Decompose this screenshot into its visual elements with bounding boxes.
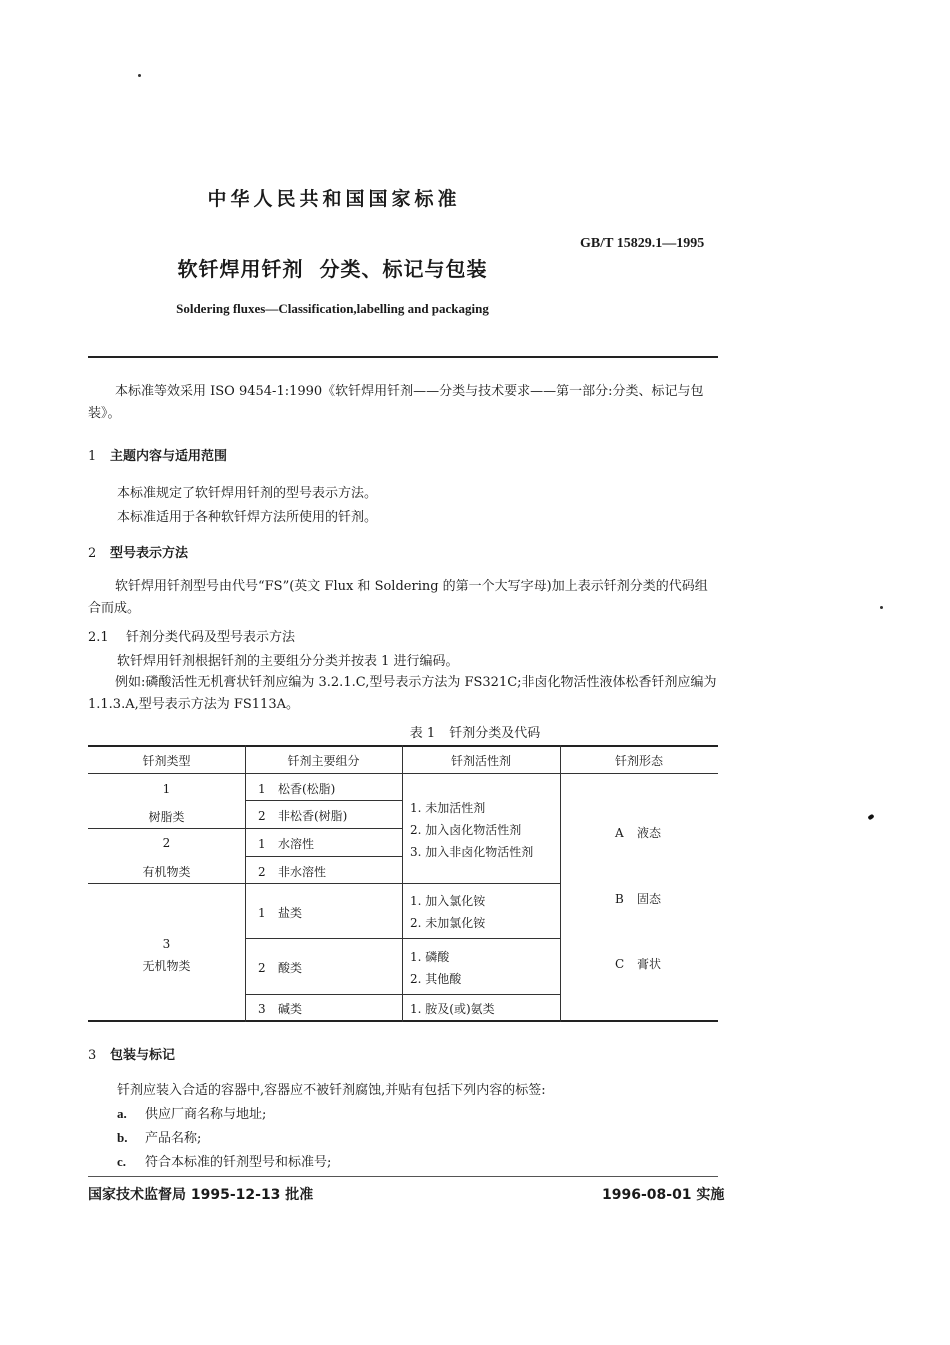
section-1-line-2: 本标准适用于各种软钎焊方法所使用的钎剂。 xyxy=(117,510,378,525)
activator-acid-1: 1. 磷酸 xyxy=(410,950,450,964)
component-text: 酸类 xyxy=(278,961,303,975)
example-paragraph: 例如:磷酸活性无机膏状钎剂应编为 3.2.1.C,型号表示方法为 FS321C;非卤化物活性液体松香钎剂应编为 1.1.3.A,型号表示方法为 FS113A。 xyxy=(88,675,717,712)
table-rule xyxy=(88,883,560,884)
list-item-key: b. xyxy=(117,1130,128,1145)
component-number: 2 xyxy=(258,809,266,823)
component-row xyxy=(258,780,335,797)
component-number: 1 xyxy=(258,837,266,851)
table-caption-title: 钎剂分类及代码 xyxy=(449,726,541,741)
list-item-text: 符合本标准的钎剂型号和标准号; xyxy=(145,1155,332,1170)
section-2-1-title: 钎剂分类代码及型号表示方法 xyxy=(126,630,296,645)
document-title-cn: 软钎焊用钎剂 分类、标记与包装 xyxy=(177,257,488,281)
list-item xyxy=(117,1103,266,1122)
national-standard-heading: 中华人民共和国国家标准 xyxy=(207,188,461,210)
component-row xyxy=(258,863,326,880)
form-paste xyxy=(615,955,661,972)
table-bottom-rule xyxy=(88,1020,718,1022)
table-col-rule xyxy=(245,745,246,1022)
form-name: 固态 xyxy=(637,892,662,906)
section-2-heading xyxy=(88,542,188,561)
table-caption xyxy=(0,722,950,741)
form-code: B xyxy=(615,892,624,906)
component-text: 非水溶性 xyxy=(278,865,327,879)
table-top-rule xyxy=(88,745,718,747)
section-2-1-heading xyxy=(88,626,295,645)
document-title-en: Soldering fluxes—Classification,labelling and packaging xyxy=(176,301,489,316)
header-rule xyxy=(88,356,718,358)
list-item-key: c. xyxy=(117,1154,127,1169)
component-row xyxy=(258,1000,302,1017)
section-2-1-line: 软钎焊用钎剂根据钎剂的主要组分分类并按表 1 进行编码。 xyxy=(117,654,459,669)
approval-note: 国家技术监督局 1995-12-13 批准 xyxy=(88,1187,314,1203)
section-1-heading xyxy=(88,445,227,464)
type-3-number: 3 xyxy=(162,937,171,951)
activator-org-2: 2. 加入卤化物活性剂 xyxy=(410,823,522,837)
table-header-rule xyxy=(88,773,718,774)
section-2-paragraph: 软钎焊用钎剂型号由代号“FS”(英文 Flux 和 Soldering 的第一个大写字母)加上表示钎剂分类的代码组合而成。 xyxy=(88,579,708,616)
form-liquid xyxy=(615,824,661,841)
table-header-component: 钎剂主要组分 xyxy=(287,754,360,768)
section-3-title: 包装与标记 xyxy=(110,1048,176,1063)
list-item-key: a. xyxy=(117,1106,127,1121)
implementation-date: 1996-08-01 实施 xyxy=(602,1187,725,1203)
component-text: 盐类 xyxy=(278,906,303,920)
table-rule xyxy=(245,856,402,857)
section-1-line-1: 本标准规定了软钎焊用钎剂的型号表示方法。 xyxy=(117,486,378,501)
section-3-paragraph: 钎剂应装入合适的容器中,容器应不被钎剂腐蚀,并贴有包括下列内容的标签: xyxy=(117,1083,546,1098)
scan-speck xyxy=(880,606,883,609)
activator-base-1: 1. 胺及(或)氨类 xyxy=(410,1002,495,1016)
footer-rule xyxy=(88,1176,718,1177)
component-row xyxy=(258,807,347,824)
component-row xyxy=(258,835,314,852)
flux-classification-table xyxy=(88,745,718,1022)
list-item-text: 产品名称; xyxy=(145,1131,202,1146)
section-1-title: 主题内容与适用范围 xyxy=(110,449,228,464)
activator-org-1: 1. 未加活性剂 xyxy=(410,801,486,815)
activator-acid-2: 2. 其他酸 xyxy=(410,972,462,986)
type-2-number: 2 xyxy=(162,836,171,850)
table-header-form: 钎剂形态 xyxy=(614,754,663,768)
table-header-activator: 钎剂活性剂 xyxy=(450,754,511,768)
section-2-number: 2 xyxy=(88,546,97,561)
activator-org-3: 3. 加入非卤化物活性剂 xyxy=(410,845,534,859)
table-col-rule xyxy=(402,745,403,1022)
component-number: 3 xyxy=(258,1002,266,1016)
standard-number: GB/T 15829.1—1995 xyxy=(580,236,705,251)
table-caption-number: 表 1 xyxy=(409,726,436,741)
list-item-text: 供应厂商名称与地址; xyxy=(145,1107,267,1122)
component-text: 非松香(树脂) xyxy=(278,809,348,823)
component-text: 碱类 xyxy=(278,1002,303,1016)
type-3-name: 无机物类 xyxy=(142,959,191,973)
component-number: 2 xyxy=(258,865,266,879)
form-name: 膏状 xyxy=(637,957,662,971)
component-row xyxy=(258,904,302,921)
list-item xyxy=(117,1127,201,1146)
section-2-title: 型号表示方法 xyxy=(110,546,189,561)
activator-salt-2: 2. 未加氯化铵 xyxy=(410,916,486,930)
type-2-name: 有机物类 xyxy=(142,865,191,879)
section-3-heading xyxy=(88,1044,175,1063)
type-1-number: 1 xyxy=(162,782,171,796)
component-text: 松香(松脂) xyxy=(278,782,336,796)
type-1-name: 树脂类 xyxy=(148,810,185,824)
intro-paragraph: 本标准等效采用 ISO 9454-1:1990《软钎焊用钎剂——分类与技术要求——第一部分:分类、标记与包装》。 xyxy=(88,384,704,421)
list-item xyxy=(117,1151,331,1170)
table-rule xyxy=(245,800,402,801)
table-col-rule xyxy=(560,745,561,1022)
scan-mark xyxy=(867,814,874,821)
form-name: 液态 xyxy=(637,826,662,840)
scan-speck xyxy=(138,74,141,77)
table-header-type: 钎剂类型 xyxy=(142,754,191,768)
component-number: 2 xyxy=(258,961,266,975)
section-2-1-number: 2.1 xyxy=(88,630,109,645)
activator-salt-1: 1. 加入氯化铵 xyxy=(410,894,486,908)
component-row xyxy=(258,959,302,976)
section-1-number: 1 xyxy=(88,449,97,464)
component-number: 1 xyxy=(258,782,266,796)
form-code: A xyxy=(615,826,624,840)
form-code: C xyxy=(615,957,625,971)
section-3-number: 3 xyxy=(88,1048,97,1063)
form-solid xyxy=(615,890,661,907)
component-text: 水溶性 xyxy=(278,837,315,851)
component-number: 1 xyxy=(258,906,266,920)
